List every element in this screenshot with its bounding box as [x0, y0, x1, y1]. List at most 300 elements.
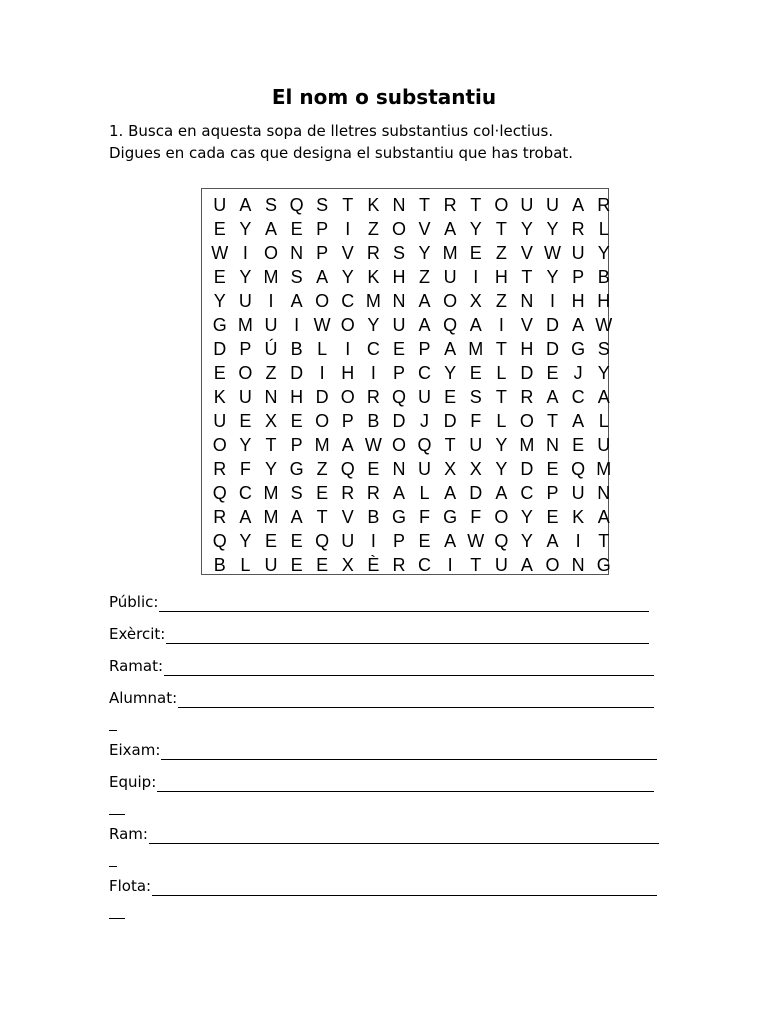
grid-cell: A — [597, 387, 610, 407]
grid-cell: Y — [213, 291, 226, 311]
grid-cell: B — [367, 411, 380, 431]
grid-cell: H — [571, 291, 585, 311]
grid-cell: T — [444, 435, 456, 455]
grid-cell: O — [494, 507, 509, 527]
grid-cell: A — [316, 267, 329, 287]
grid-cell: M — [263, 267, 279, 287]
grid-cell: O — [443, 291, 458, 311]
grid-cell: P — [392, 531, 405, 551]
grid-cell: N — [392, 291, 406, 311]
grid-cell: S — [597, 339, 610, 359]
grid-cell: Y — [418, 243, 431, 263]
grid-cell: O — [340, 315, 355, 335]
grid-cell: P — [290, 435, 303, 455]
grid-cell: E — [290, 531, 303, 551]
grid-cell: E — [239, 411, 252, 431]
answer-input-line[interactable] — [152, 881, 657, 896]
answer-line — [109, 740, 657, 760]
grid-cell: E — [444, 387, 457, 407]
answer-line — [109, 772, 654, 792]
grid-cell: I — [345, 219, 351, 239]
grid-cell: A — [290, 291, 303, 311]
grid-cell: L — [598, 411, 609, 431]
grid-row — [207, 529, 617, 553]
grid-cell: R — [597, 195, 611, 215]
grid-cell: N — [264, 387, 278, 407]
word-search-grid — [201, 188, 613, 575]
grid-cell: K — [572, 507, 585, 527]
grid-cell: E — [264, 531, 277, 551]
answer-line — [109, 688, 654, 708]
grid-cell: A — [444, 531, 457, 551]
grid-cell: Y — [469, 219, 482, 239]
grid-cell: D — [520, 459, 534, 479]
grid-cell: J — [420, 411, 430, 431]
grid-cell: M — [468, 339, 484, 359]
grid-cell: K — [367, 267, 380, 287]
grid-cell: L — [419, 483, 430, 503]
grid-cell: Z — [419, 267, 431, 287]
answer-label: Exèrcit: — [109, 625, 166, 643]
answer-label: Públic: — [109, 593, 159, 611]
grid-cell: Q — [417, 435, 432, 455]
grid-cell: U — [238, 291, 252, 311]
grid-cell: I — [575, 531, 581, 551]
answer-label: Alumnat: — [109, 689, 178, 707]
grid-cell: U — [597, 435, 611, 455]
answer-line — [109, 656, 654, 676]
answer-label: Ram: — [109, 825, 148, 843]
grid-cell: U — [238, 387, 252, 407]
grid-cell: U — [469, 435, 483, 455]
answer-continuation-line — [109, 814, 125, 815]
grid-cell: S — [469, 387, 482, 407]
grid-cell: U — [341, 531, 355, 551]
grid-cell: Y — [367, 315, 380, 335]
answer-label: Flota: — [109, 877, 152, 895]
grid-cell: G — [571, 339, 586, 359]
grid-cell: A — [546, 387, 559, 407]
grid-cell: I — [498, 315, 504, 335]
grid-cell: M — [263, 507, 279, 527]
answer-continuation-line — [109, 866, 117, 867]
grid-cell: Z — [367, 219, 379, 239]
grid-cell: I — [319, 363, 325, 383]
grid-cell: N — [520, 291, 534, 311]
grid-row — [207, 337, 617, 361]
grid-cell: Y — [520, 507, 533, 527]
grid-cell: W — [595, 315, 613, 335]
grid-cell: V — [341, 243, 354, 263]
grid-cell: Q — [212, 531, 227, 551]
grid-cell: M — [314, 435, 330, 455]
grid-cell: Q — [571, 459, 586, 479]
answer-line — [109, 876, 657, 896]
grid-row — [207, 241, 617, 265]
grid-cell: T — [495, 339, 507, 359]
grid-cell: X — [341, 555, 354, 575]
grid-cell: I — [242, 243, 248, 263]
answer-line — [109, 824, 659, 844]
grid-cell: T — [419, 195, 431, 215]
grid-cell: R — [366, 243, 380, 263]
grid-cell: È — [367, 555, 380, 575]
grid-cell: W — [364, 435, 382, 455]
grid-cell: U — [571, 243, 585, 263]
grid-cell: E — [546, 507, 559, 527]
grid-cell: C — [238, 483, 252, 503]
grid-cell: P — [316, 219, 329, 239]
grid-cell: V — [418, 219, 431, 239]
grid-cell: A — [444, 219, 457, 239]
grid-cell: Y — [597, 363, 610, 383]
grid-cell: L — [496, 411, 507, 431]
grid-row — [207, 433, 617, 457]
grid-cell: S — [290, 483, 303, 503]
grid-cell: C — [341, 291, 355, 311]
grid-cell: V — [520, 243, 533, 263]
grid-cell: G — [289, 459, 304, 479]
grid-cell: A — [418, 291, 431, 311]
grid-cell: A — [392, 483, 405, 503]
grid-cell: R — [392, 555, 406, 575]
grid-cell: R — [341, 483, 355, 503]
grid-cell: G — [212, 315, 227, 335]
grid-cell: U — [546, 195, 560, 215]
instruction-line-2: Digues en cada cas que designa el substantiu que has trobat. — [109, 144, 574, 162]
grid-cell: O — [340, 387, 355, 407]
grid-cell: T — [470, 555, 482, 575]
grid-cell: K — [367, 195, 380, 215]
answer-line — [109, 624, 649, 644]
grid-cell: A — [341, 435, 354, 455]
grid-cell: Y — [239, 219, 252, 239]
grid-cell: E — [546, 459, 559, 479]
answer-input-line[interactable] — [159, 597, 649, 612]
grid-cell: O — [494, 195, 509, 215]
grid-cell: Y — [239, 531, 252, 551]
grid-cell: E — [367, 459, 380, 479]
grid-cell: R — [571, 219, 585, 239]
grid-cell: E — [213, 267, 226, 287]
answer-input-line[interactable] — [164, 661, 654, 676]
grid-cell: I — [370, 363, 376, 383]
grid-cell: U — [418, 459, 432, 479]
grid-cell: U — [392, 315, 406, 335]
grid-cell: B — [597, 267, 610, 287]
grid-cell: C — [571, 387, 585, 407]
grid-cell: T — [495, 387, 507, 407]
grid-cell: D — [469, 483, 483, 503]
grid-cell: Y — [546, 219, 559, 239]
grid-cell: T — [470, 195, 482, 215]
grid-cell: A — [239, 507, 252, 527]
grid-cell: Q — [340, 459, 355, 479]
grid-cell: G — [391, 507, 406, 527]
grid-cell: P — [239, 339, 252, 359]
grid-cell: F — [470, 507, 482, 527]
grid-row — [207, 553, 617, 577]
grid-cell: E — [546, 363, 559, 383]
grid-cell: Y — [520, 531, 533, 551]
grid-cell: X — [469, 291, 482, 311]
answer-label: Eixam: — [109, 741, 161, 759]
grid-cell: R — [520, 387, 534, 407]
grid-cell: Y — [264, 459, 277, 479]
grid-cell: L — [240, 555, 251, 575]
grid-cell: X — [264, 411, 277, 431]
grid-cell: F — [239, 459, 251, 479]
grid-cell: M — [596, 459, 612, 479]
grid-cell: R — [213, 459, 227, 479]
grid-cell: L — [317, 339, 328, 359]
grid-cell: E — [316, 483, 329, 503]
grid-cell: E — [290, 411, 303, 431]
grid-cell: S — [264, 195, 277, 215]
instruction-line-1: 1. Busca en aquesta sopa de lletres substantius col·lectius. — [109, 122, 554, 140]
grid-cell: U — [494, 555, 508, 575]
grid-cell: N — [571, 555, 585, 575]
grid-cell: H — [290, 387, 304, 407]
grid-cell: E — [213, 363, 226, 383]
grid-cell: G — [596, 555, 611, 575]
grid-cell: T — [598, 531, 610, 551]
grid-cell: Y — [495, 435, 508, 455]
grid-cell: Y — [520, 219, 533, 239]
grid-cell: E — [392, 339, 405, 359]
grid-cell: C — [418, 555, 432, 575]
grid-cell: M — [365, 291, 381, 311]
grid-cell: C — [418, 363, 432, 383]
answer-input-line[interactable] — [166, 629, 649, 644]
grid-cell: F — [470, 411, 482, 431]
grid-cell: D — [315, 387, 329, 407]
grid-cell: D — [213, 339, 227, 359]
grid-cell: A — [520, 555, 533, 575]
grid-cell: W — [467, 531, 485, 551]
grid-cell: Y — [239, 435, 252, 455]
grid-cell: N — [392, 459, 406, 479]
grid-cell: I — [268, 291, 274, 311]
grid-cell: E — [316, 555, 329, 575]
grid-cell: M — [519, 435, 535, 455]
grid-cell: T — [316, 507, 328, 527]
grid-cell: B — [290, 339, 303, 359]
grid-cell: Ú — [264, 339, 278, 359]
grid-cell: S — [316, 195, 329, 215]
grid-row — [207, 217, 617, 241]
grid-cell: Z — [316, 459, 328, 479]
grid-cell: P — [392, 363, 405, 383]
grid-cell: D — [443, 411, 457, 431]
grid-cell: V — [520, 315, 533, 335]
grid-cell: A — [239, 195, 252, 215]
grid-cell: A — [290, 507, 303, 527]
grid-cell: J — [573, 363, 583, 383]
grid-cell: T — [265, 435, 277, 455]
grid-row — [207, 361, 617, 385]
grid-cell: R — [213, 507, 227, 527]
grid-cell: R — [366, 387, 380, 407]
grid-cell: D — [546, 339, 560, 359]
grid-cell: Q — [315, 531, 330, 551]
answer-continuation-line — [109, 918, 125, 919]
grid-row — [207, 385, 617, 409]
grid-cell: I — [473, 267, 479, 287]
grid-cell: Q — [289, 195, 304, 215]
grid-cell: I — [294, 315, 300, 335]
grid-cell: E — [469, 243, 482, 263]
grid-row — [207, 505, 617, 529]
grid-cell: D — [520, 363, 534, 383]
grid-cell: A — [572, 195, 585, 215]
grid-cell: Z — [495, 291, 507, 311]
grid-cell: O — [519, 411, 534, 431]
answer-input-line[interactable] — [178, 693, 654, 708]
grid-cell: U — [520, 195, 534, 215]
grid-cell: S — [392, 243, 405, 263]
grid-cell: R — [366, 483, 380, 503]
grid-cell: U — [264, 555, 278, 575]
grid-cell: I — [447, 555, 453, 575]
grid-cell: Q — [212, 483, 227, 503]
grid-cell: O — [545, 555, 560, 575]
grid-cell: W — [313, 315, 331, 335]
grid-cell: L — [598, 219, 609, 239]
grid-cell: O — [315, 411, 330, 431]
grid-cell: T — [342, 195, 354, 215]
grid-cell: Y — [495, 459, 508, 479]
grid-cell: O — [391, 219, 406, 239]
grid-cell: O — [263, 243, 278, 263]
grid-cell: K — [213, 387, 226, 407]
answer-continuation-line — [109, 730, 117, 731]
grid-row — [207, 313, 617, 337]
grid-cell: E — [572, 435, 585, 455]
grid-cell: T — [521, 267, 533, 287]
grid-cell: A — [264, 219, 277, 239]
grid-cell: Y — [341, 267, 354, 287]
grid-cell: E — [213, 219, 226, 239]
grid-cell: P — [418, 339, 431, 359]
grid-cell: D — [392, 411, 406, 431]
grid-cell: A — [546, 531, 559, 551]
grid-cell: X — [469, 459, 482, 479]
grid-cell: Y — [239, 267, 252, 287]
grid-cell: A — [572, 411, 585, 431]
grid-cell: E — [290, 555, 303, 575]
grid-row — [207, 481, 617, 505]
grid-cell: Z — [265, 363, 277, 383]
grid-cell: A — [597, 507, 610, 527]
grid-cell: F — [419, 507, 431, 527]
instructions — [109, 120, 709, 164]
grid-cell: W — [544, 243, 562, 263]
grid-row — [207, 457, 617, 481]
answer-input-line[interactable] — [149, 829, 659, 844]
grid-cell: H — [597, 291, 611, 311]
grid-cell: I — [345, 339, 351, 359]
grid-cell: T — [547, 411, 559, 431]
grid-cell: A — [469, 315, 482, 335]
grid-cell: Y — [597, 243, 610, 263]
grid-cell: P — [546, 483, 559, 503]
grid-cell: B — [213, 555, 226, 575]
grid-cell: T — [495, 219, 507, 239]
grid-cell: U — [443, 267, 457, 287]
answer-input-line[interactable] — [157, 777, 654, 792]
grid-cell: Y — [444, 363, 457, 383]
grid-cell: Q — [391, 387, 406, 407]
grid-row — [207, 409, 617, 433]
grid-cell: U — [213, 411, 227, 431]
grid-cell: V — [341, 507, 354, 527]
answer-label: Equip: — [109, 773, 157, 791]
grid-cell: H — [392, 267, 406, 287]
grid-cell: E — [290, 219, 303, 239]
grid-cell: M — [263, 483, 279, 503]
grid-cell: A — [444, 339, 457, 359]
grid-row — [207, 289, 617, 313]
grid-cell: Q — [443, 315, 458, 335]
grid-cell: N — [290, 243, 304, 263]
grid-cell: L — [496, 363, 507, 383]
grid-cell: E — [418, 531, 431, 551]
grid-cell: C — [366, 339, 380, 359]
grid-cell: P — [316, 243, 329, 263]
grid-cell: I — [370, 531, 376, 551]
grid-cell: Q — [494, 531, 509, 551]
grid-cell: G — [443, 507, 458, 527]
grid-cell: D — [290, 363, 304, 383]
grid-cell: O — [238, 363, 253, 383]
answer-line — [109, 592, 649, 612]
answer-input-line[interactable] — [161, 745, 657, 760]
grid-cell: X — [444, 459, 457, 479]
grid-cell: O — [391, 435, 406, 455]
grid-cell: A — [444, 483, 457, 503]
answer-label: Ramat: — [109, 657, 164, 675]
grid-cell: M — [237, 315, 253, 335]
grid-cell: M — [442, 243, 458, 263]
grid-cell: N — [597, 483, 611, 503]
grid-row — [207, 193, 617, 217]
grid-cell: H — [341, 363, 355, 383]
grid-cell: B — [367, 507, 380, 527]
grid-cell: O — [212, 435, 227, 455]
grid-cell: N — [392, 195, 406, 215]
grid-row — [207, 265, 617, 289]
grid-cell: R — [443, 195, 457, 215]
grid-cell: I — [550, 291, 556, 311]
grid-cell: P — [572, 267, 585, 287]
grid-cell: U — [264, 315, 278, 335]
grid-cell: C — [520, 483, 534, 503]
grid-cell: D — [546, 315, 560, 335]
grid-cell: A — [572, 315, 585, 335]
grid-cell: Z — [495, 243, 507, 263]
grid-cell: N — [546, 435, 560, 455]
grid-cell: U — [571, 483, 585, 503]
grid-cell: S — [290, 267, 303, 287]
grid-cell: U — [213, 195, 227, 215]
grid-cell: Y — [546, 267, 559, 287]
page-title: El nom o substantiu — [271, 85, 497, 109]
grid-cell: E — [469, 363, 482, 383]
grid-cell: H — [494, 267, 508, 287]
grid-cell: P — [341, 411, 354, 431]
grid-cell: H — [520, 339, 534, 359]
